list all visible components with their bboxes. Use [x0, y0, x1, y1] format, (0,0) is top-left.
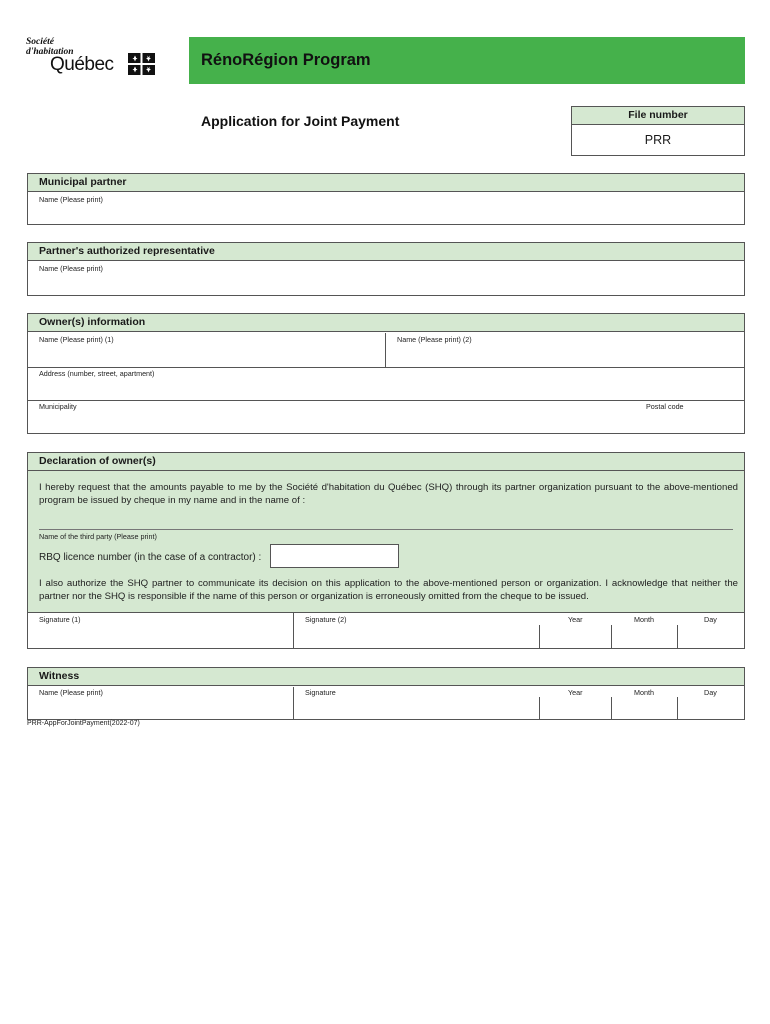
witness-signature-label: Signature [305, 688, 336, 697]
file-number-field[interactable]: PRR [644, 133, 672, 147]
municipal-partner-heading: Municipal partner [28, 174, 744, 192]
file-number-label: File number [572, 107, 744, 125]
rbq-licence-label: RBQ licence number (in the case of a contractor) : [39, 552, 262, 563]
municipal-partner-name-field[interactable] [28, 193, 744, 224]
municipality-field[interactable] [28, 401, 628, 433]
third-party-label: Name of the third party (Please print) [39, 532, 157, 541]
logo-line-1: Société [26, 37, 54, 47]
divider [293, 613, 294, 648]
representative-section [27, 242, 745, 296]
witness-name-label: Name (Please print) [39, 688, 103, 697]
divider [293, 687, 294, 719]
signature-1-label: Signature (1) [39, 615, 81, 624]
owner-name-2-label: Name (Please print) (2) [397, 335, 472, 344]
municipal-partner-name-label: Name (Please print) [39, 195, 103, 204]
divider [611, 625, 612, 648]
logo-line-2: d'habitation [26, 47, 74, 57]
witness-heading: Witness [28, 668, 744, 686]
declaration-text: I hereby request that the amounts payable to me by the Société d'habitation du Québec (SHQ) through its partner organization pursuant to the above-mentioned program be issued by cheque in my name and in the name of : [39, 482, 738, 506]
third-party-line[interactable] [39, 529, 733, 530]
signature-2-label: Signature (2) [305, 615, 347, 624]
owners-heading: Owner(s) information [28, 314, 744, 332]
owner-signature-row [28, 612, 744, 648]
municipality-label: Municipality [39, 402, 77, 411]
shq-logo [26, 37, 161, 81]
address-field[interactable] [28, 368, 744, 400]
divider [611, 697, 612, 719]
witness-day-label: Day [704, 688, 717, 697]
representative-name-field[interactable] [28, 262, 744, 295]
owner-name-2-field[interactable] [386, 333, 744, 367]
address-label: Address (number, street, apartment) [39, 369, 155, 378]
divider [677, 697, 678, 719]
year-label: Year [568, 615, 583, 624]
owners-section [27, 313, 745, 434]
file-number-box [571, 106, 745, 156]
program-title: RénoRégion Program [201, 51, 371, 69]
form-code: PRR-AppForJointPayment(2022-07) [27, 720, 140, 727]
owner-name-1-label: Name (Please print) (1) [39, 335, 114, 344]
witness-section [27, 667, 745, 720]
authorization-text: I also authorize the SHQ partner to communicate its decision on this application to the above-mentioned person or organization. I acknowledge that neither the partner nor the SHQ is responsible if the name of this person or organization is erroneously omitted from the cheque to be issued. [39, 578, 738, 602]
divider [677, 625, 678, 648]
program-banner [189, 37, 745, 84]
postal-code-field[interactable] [633, 401, 744, 433]
declaration-section [27, 452, 745, 649]
form-title: Application for Joint Payment [201, 113, 400, 129]
postal-code-label: Postal code [646, 402, 684, 411]
rbq-licence-input[interactable] [270, 544, 399, 568]
quebec-flag-icon [128, 53, 155, 75]
witness-year-label: Year [568, 688, 583, 697]
owner-name-1-field[interactable] [28, 333, 385, 367]
municipal-partner-section [27, 173, 745, 225]
logo-line-3: Québec [50, 54, 114, 75]
day-label: Day [704, 615, 717, 624]
divider [539, 697, 540, 719]
representative-heading: Partner's authorized representative [28, 243, 744, 261]
month-label: Month [634, 615, 654, 624]
representative-name-label: Name (Please print) [39, 264, 103, 273]
witness-month-label: Month [634, 688, 654, 697]
declaration-heading: Declaration of owner(s) [28, 453, 744, 471]
divider [539, 625, 540, 648]
